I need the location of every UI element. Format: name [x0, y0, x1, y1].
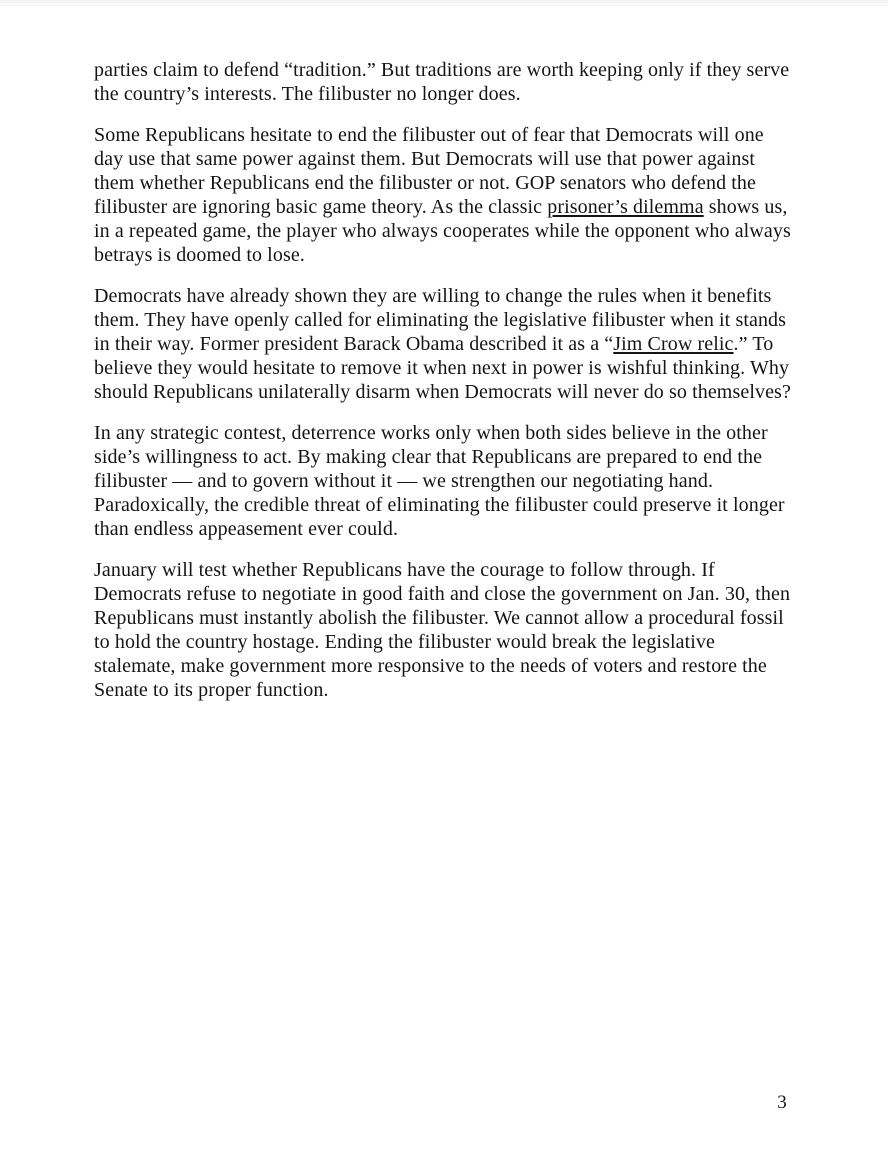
inline-link[interactable]: prisoner’s dilemma: [547, 196, 704, 218]
text-run: parties claim to defend “tradition.” But traditions are worth keeping only if they serve the country’s interests. The filibuster no longer does.: [94, 59, 790, 105]
page-number: 3: [777, 1092, 787, 1113]
paragraph: [94, 58, 791, 106]
paragraph: [94, 421, 791, 541]
text-run: January will test whether Republicans have the courage to follow through. If Democrats refuse to negotiate in good faith and close the government on Jan. 30, then Republicans must instantly abolish the filibuster. We cannot allow a procedural fossil to hold the country hostage. Ending the filibuster would break the legislative stalemate, make government more responsive to the needs of voters and restore the Senate to its proper function.: [94, 559, 791, 701]
text-run: shows us, in a repeated game, the player who always cooperates while the opponent who always betrays is doomed to lose.: [94, 196, 791, 266]
text-run: Democrats have already shown they are willing to change the rules when it benefits them. They have openly called for eliminating the legislative filibuster when it stands in their way. Former president Barack Obama described it as a “: [94, 285, 787, 355]
paragraph: [94, 123, 791, 267]
text-run: In any strategic contest, deterrence works only when both sides believe in the other side’s willingness to act. By making clear that Republicans are prepared to end the filibuster — and to govern without it — we strengthen our negotiating hand. Paradoxically, the credible threat of eliminating the filibuster could preserve it longer than endless appeasement ever could.: [94, 422, 785, 540]
paragraph: [94, 558, 791, 702]
paragraph: [94, 284, 791, 404]
inline-link[interactable]: Jim Crow relic: [613, 333, 734, 355]
page-top-edge: [0, 0, 888, 6]
article-body: [94, 58, 791, 719]
text-run: Some Republicans hesitate to end the filibuster out of fear that Democrats will one day use that same power against them. But Democrats will use that power against them whether Republicans end the filibuster or not. GOP senators who defend the filibuster are ignoring basic game theory. As the classic: [94, 124, 764, 218]
text-run: .” To believe they would hesitate to remove it when next in power is wishful thinking. Why should Republicans unilaterally disarm when Democrats will never do so themselves?: [94, 333, 791, 403]
